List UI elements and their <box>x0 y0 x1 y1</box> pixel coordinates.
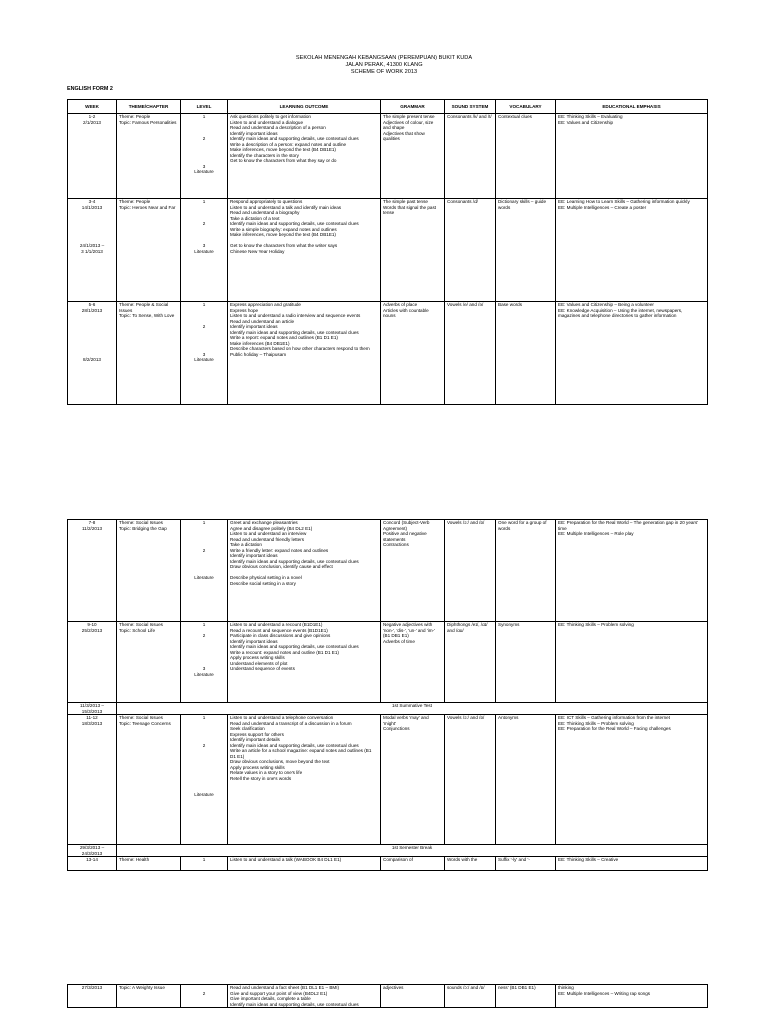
week-cell-line: 1-2 <box>88 114 96 119</box>
level-cell-line: 1 <box>202 302 206 307</box>
learning-outcome-cell-line: Get to know the characters from what the writer says <box>230 243 338 248</box>
week-cell-line: 3 1/1/2013 <box>81 248 103 254</box>
week-cell-line: 15/3/2013 <box>81 708 103 714</box>
vocabulary-cell-line: Base words <box>498 302 523 307</box>
level-cell-line: Literature <box>194 248 214 254</box>
table-row <box>68 114 708 199</box>
vocabulary-cell-line: Antonyms <box>498 715 519 720</box>
emphasis-cell-line: EE: Values and Citizenship <box>558 119 614 125</box>
theme-cell <box>117 114 181 199</box>
learning-outcome-cell-line: Retell the story in one's words <box>230 775 292 781</box>
emphasis-cell <box>556 199 708 302</box>
emphasis-cell-line: EE: Preparation for the Real World – The generation gap in 20 years' time <box>558 520 699 531</box>
learning-outcome-cell-line: Identify important details <box>230 737 280 742</box>
level-cell-line: Literature <box>194 671 214 677</box>
learning-outcome-cell <box>228 622 381 703</box>
col-learning-outcome: LEARNING OUTCOME <box>228 100 381 114</box>
vocabulary-cell-line: Dictionary skills – guide words <box>498 199 546 210</box>
learning-outcome-cell-line: Take a dictation <box>230 542 262 547</box>
learning-outcome-cell-line: Listen to and understand a dialogue <box>230 119 304 125</box>
table-row <box>68 520 708 622</box>
learning-outcome-cell-line: Write a recount: expand notes and outline (B1 D1 E1) <box>230 649 339 655</box>
learning-outcome-cell-line: Participate in class discussions and give opinions <box>230 633 331 638</box>
week-cell <box>68 302 117 405</box>
learning-outcome-cell-line: Read and understand friendly letters <box>230 536 305 542</box>
learning-outcome-cell-line: Identify important ideas <box>230 638 278 644</box>
theme-cell-line: Topic: Bridging the Gap <box>119 525 167 531</box>
week-cell: 27/3/2013 <box>68 985 117 1008</box>
learning-outcome-cell-line: Express hope <box>230 307 259 313</box>
table-header-row <box>68 100 708 114</box>
level-cell <box>181 715 228 845</box>
scheme-table-1 <box>67 99 708 405</box>
learning-outcome-cell-line: Describe characters based on how other characters respond to them <box>230 346 370 351</box>
emphasis-cell-line: EE: Values and Citizenship – Being a volunteer <box>558 302 654 307</box>
learning-outcome-cell-line: Listen to and understand a telephone conversation <box>230 715 334 720</box>
week-cell-line: 18/3/2013 <box>81 720 103 726</box>
learning-outcome-cell-line: Understand sequence of events <box>230 666 295 671</box>
level-cell <box>181 985 228 1008</box>
table-row <box>68 857 708 871</box>
level-cell-line: Literature <box>194 792 214 797</box>
emphasis-cell-line: EE: Thinking Skills – Problem solving <box>558 622 634 627</box>
sound-cell <box>445 622 496 703</box>
grammar-cell <box>381 199 445 302</box>
learning-outcome-cell-line: Give important details, complete a table <box>230 996 311 1001</box>
learning-outcome-cell-line: Seek clarification <box>230 726 265 731</box>
learning-outcome-cell-line: Write a friendly letter: expand notes and outlines <box>230 547 329 553</box>
learning-outcome-cell-line: Describe social setting in a story <box>230 580 296 586</box>
semester-break-row-label: 1st Semester Break <box>117 845 708 857</box>
learning-outcome-cell-line: Identify main ideas and supporting details, use contextual clues <box>230 742 359 748</box>
emphasis-cell-line: EE: ICT Skills – Gathering information from the internet <box>558 715 670 720</box>
theme-cell-line: Theme: People <box>119 114 151 119</box>
level-cell-line: Literature <box>194 575 214 580</box>
learning-outcome-cell-line: Write an article for a school magazine: expand notes and outlines (B1 D1 E1) <box>230 748 372 759</box>
sound-cell-line: sounds /ɔ:/ and /ɒ/ <box>447 985 485 990</box>
table-row <box>68 715 708 845</box>
grammar-cell <box>381 715 445 845</box>
learning-outcome-cell-line: Relate values in a story to one's life <box>230 770 303 775</box>
emphasis-cell-line: EE: Thinking Skills – Problem solving <box>558 720 634 726</box>
vocabulary-cell <box>496 715 556 845</box>
emphasis-cell: EE: Thinking Skills – Creative <box>556 857 708 871</box>
level-cell: 1 <box>181 857 228 871</box>
learning-outcome-cell-line: Read and understand a biography <box>230 210 300 215</box>
week-cell <box>68 715 117 845</box>
theme-cell: Topic: A Weighty Issue <box>117 985 181 1008</box>
grammar-cell-line: Adjectives of colour, size and shape <box>383 119 434 130</box>
learning-outcome-cell-line: Get to know the characters from what they say or do <box>230 158 337 163</box>
learning-outcome-cell-line: Read and understand a transcript of a discussion in a forum <box>230 720 352 726</box>
learning-outcome-cell-line: Read and understand an article <box>230 318 295 324</box>
theme-cell <box>117 715 181 845</box>
grammar-cell-line: Articles with countable nouns <box>383 307 429 318</box>
theme-cell-line: Theme: People & Social Issues <box>119 302 169 313</box>
learning-outcome-cell <box>228 199 381 302</box>
emphasis-cell <box>556 302 708 405</box>
theme-cell-line: Topic: To Sense, With Love <box>119 313 175 318</box>
level-cell-line: 2 <box>202 633 206 638</box>
emphasis-cell <box>556 622 708 703</box>
vocabulary-cell <box>496 302 556 405</box>
scheme-table-2 <box>67 519 708 871</box>
level-cell-line: 2 <box>202 742 206 748</box>
learning-outcome-cell-line: Take a dictation of a text <box>230 215 280 221</box>
school-name: SEKOLAH MENENGAH KEBANGSAAN (PEREMPUAN) BUKIT KUDA <box>295 55 473 61</box>
learning-outcome-cell-line: Express support for others <box>230 731 284 737</box>
vocabulary-cell-line: Contextual clues <box>498 114 532 119</box>
theme-cell-line: Theme: People <box>119 199 151 204</box>
learning-outcome-cell-line: Greet and exchange pleasantries <box>230 520 298 525</box>
grammar-cell-line: Modal verbs 'may' and 'might' <box>383 715 429 726</box>
grammar-cell <box>381 520 445 622</box>
theme-cell <box>117 302 181 405</box>
theme-cell-line: Topic: Teenage Concerns <box>119 720 171 726</box>
document-title: SCHEME OF WORK 2013 <box>350 69 418 75</box>
learning-outcome-cell-line: Respond appropriately to questions <box>230 199 303 204</box>
level-cell-line: 1 <box>202 114 206 119</box>
sound-cell <box>445 985 496 1008</box>
grammar-cell-line: Words that signal the past tense <box>383 204 437 215</box>
grammar-cell-line: adjectives <box>383 985 404 990</box>
col-vocabulary: VOCABULARY <box>496 100 556 114</box>
theme-cell-line: Theme: Social Issues <box>119 622 163 627</box>
learning-outcome-cell-line: Chinese New Year Holiday <box>230 248 285 254</box>
week-cell-line: 9-10 <box>87 622 97 627</box>
learning-outcome-cell-line: Identify main ideas and supporting details, use contextual clues <box>230 558 359 564</box>
learning-outcome-cell <box>228 985 381 1008</box>
theme-cell-line: Theme: Social Issues <box>119 715 163 720</box>
learning-outcome-cell-line: Make inferences, move beyond the text (B4 DB1E1) <box>230 147 336 152</box>
week-cell-line: 25/2/2013 <box>81 627 103 633</box>
grammar-cell-line: The simple past tense <box>383 199 428 204</box>
learning-outcome-cell-line: Give and support your point of view (B4DL2 E1) <box>230 990 328 996</box>
sound-cell: Words with the <box>445 857 496 871</box>
learning-outcome-cell-line: Make inferences (B4 DB1E1) <box>230 340 290 346</box>
level-cell-line: 2 <box>202 990 206 996</box>
emphasis-cell <box>556 985 708 1008</box>
learning-outcome-cell-line: Apply process writing skills <box>230 764 285 770</box>
emphasis-cell-line: EE: Learning How to Learn Skills – Gathering information quickly <box>558 199 690 204</box>
vocabulary-cell: Suffix '-ly' and '- <box>496 857 556 871</box>
level-cell-line: 1 <box>202 622 206 627</box>
grammar-cell <box>381 114 445 199</box>
learning-outcome-cell-line: Listen to and understand a radio interview and sequence events <box>230 313 361 318</box>
level-cell <box>181 199 228 302</box>
week-cell <box>68 199 117 302</box>
theme-cell-line: Topic: School Life <box>119 627 156 633</box>
learning-outcome-cell-line: Identify important ideas <box>230 130 278 136</box>
week-cell-line: 11-12 <box>86 715 98 720</box>
level-cell-line: 3 <box>202 351 206 357</box>
table-row <box>68 199 708 302</box>
sound-cell <box>445 114 496 199</box>
level-cell-line: 3 <box>202 243 206 248</box>
col-sound-system: SOUND SYSTEM <box>445 100 496 114</box>
grammar-cell <box>381 985 445 1008</box>
level-cell-line: 2 <box>202 221 206 226</box>
emphasis-cell-line: EE: Preparation for the Real World – Facing challenges <box>558 726 671 731</box>
sound-cell-line: Vowels /e/ and /ə/ <box>447 302 484 307</box>
sound-cell-line: Diphthongs /eɪ/, /ɑɪ/ and /ɑʊ/ <box>447 622 488 633</box>
theme-cell <box>117 199 181 302</box>
level-cell <box>181 622 228 703</box>
grammar-cell <box>381 622 445 703</box>
sound-cell <box>445 520 496 622</box>
level-cell <box>181 520 228 622</box>
learning-outcome-cell-line: Listen to and understand a recount (B1D1E1) <box>230 622 323 627</box>
week-cell-line: 11/3/2013 – <box>80 703 104 708</box>
sound-cell-line: Consonants /d/ <box>447 199 478 204</box>
learning-outcome-cell-line: Write a report: expand notes and outlines (B1 D1 E1) <box>230 335 338 340</box>
sound-cell <box>445 199 496 302</box>
theme-cell-line: Theme: Social Issues <box>119 520 163 525</box>
school-address: JALAN PERAK, 41300 KLANG <box>345 62 423 68</box>
week-cell <box>68 703 117 715</box>
week-cell-line: 2/1/2013 <box>83 119 101 125</box>
week-cell-line: 24/3/2013 <box>81 850 103 856</box>
col-grammar: GRAMMAR <box>381 100 445 114</box>
learning-outcome-cell-line: Draw obvious conclusion, identify cause and effect <box>230 564 333 569</box>
learning-outcome-cell-line: Identify important ideas <box>230 553 278 558</box>
emphasis-cell <box>556 520 708 622</box>
learning-outcome-cell-line: Read and understand a description of a person <box>230 125 326 130</box>
learning-outcome-cell-line: Listen to and understand an interview <box>230 531 307 536</box>
sound-cell <box>445 302 496 405</box>
week-cell <box>68 622 117 703</box>
level-cell-line: Literature <box>194 169 214 174</box>
grammar-cell-line: Negative adjectives with 'non-', 'dis-', 'un-' and 'im-' (B1 DB1 E1) <box>383 622 435 638</box>
col-level: LEVEL <box>181 100 228 114</box>
level-cell-line: 1 <box>202 715 206 720</box>
level-cell-line: 2 <box>202 136 206 141</box>
sound-cell-line: Vowels /ɔ:/ and /ɒ/ <box>447 715 485 720</box>
level-cell <box>181 114 228 199</box>
learning-outcome-cell <box>228 715 381 845</box>
learning-outcome-cell-line: Understand elements of plot <box>230 660 288 666</box>
week-cell-line: 14/1/2013 <box>81 204 103 210</box>
learning-outcome-cell-line: Express appreciation and gratitude <box>230 302 301 307</box>
emphasis-cell-line: EE: Multiple Intelligences – Role play <box>558 531 634 536</box>
level-cell-line: 2 <box>202 547 206 553</box>
week-cell-line: 5-6 <box>88 302 96 307</box>
learning-outcome-cell-line: Write a simple biography: expand notes and outlines <box>230 226 337 232</box>
theme-cell-line: Topic: Heroes Near and Far <box>119 204 176 210</box>
week-cell <box>68 845 117 857</box>
semester-break-row <box>68 845 708 857</box>
learning-outcome-cell <box>228 520 381 622</box>
week-cell-line: 7-8 <box>88 520 96 525</box>
learning-outcome-cell-line: Read a recount and sequence events (B1D1E1) <box>230 627 328 633</box>
learning-outcome-cell-line: Draw obvious conclusions, move beyond the text <box>230 759 330 764</box>
week-cell: 13-14 <box>68 857 117 871</box>
theme-cell <box>117 520 181 622</box>
theme-cell <box>117 622 181 703</box>
col-week: WEEK <box>68 100 117 114</box>
learning-outcome-cell-line: Apply process writing skills <box>230 655 285 660</box>
learning-outcome-cell-line: Listen to and understand a talk and identify main ideas <box>230 204 342 210</box>
vocabulary-cell-line: Synonyms <box>498 622 520 627</box>
sound-cell <box>445 715 496 845</box>
table-row <box>68 622 708 703</box>
week-cell-line: 28/1/2013 <box>81 307 103 313</box>
grammar-cell: Comparison of <box>381 857 445 871</box>
week-cell-line: 29/3/2013 – <box>79 845 105 850</box>
vocabulary-cell <box>496 622 556 703</box>
learning-outcome-cell-line: Identify main ideas and supporting details, use contextual clues <box>230 1001 359 1007</box>
level-cell-line: 3 <box>202 666 206 671</box>
level-cell <box>181 302 228 405</box>
col-educational-emphasis: EDUCATIONAL EMPHASIS <box>556 100 708 114</box>
week-cell-line: 3-4 <box>88 199 96 204</box>
grammar-cell-line: Adverbs of time <box>383 638 415 644</box>
grammar-cell-line: Conjunctions <box>383 726 410 731</box>
learning-outcome-cell-line: Identify important ideas <box>230 324 278 329</box>
week-cell <box>68 114 117 199</box>
grammar-cell-line: Adverbs of place <box>383 302 418 307</box>
week-cell-line: 24/1/2013 – <box>79 243 105 248</box>
theme-cell-line: Topic: Famous Personalities <box>119 119 177 125</box>
sound-cell-line: Consonants /k/ and /t/ <box>447 114 492 119</box>
scheme-table-3 <box>67 984 708 1008</box>
learning-outcome-cell-line: Read and understand a fact sheet (B1 DL1 E1 – BMI) <box>230 985 340 990</box>
level-cell-line: 1 <box>202 199 206 204</box>
learning-outcome-cell-line: Identify main ideas and supporting details, use contextual clues <box>230 329 359 335</box>
vocabulary-cell-line: ness' (B1 DB1 E1) <box>498 985 536 990</box>
vocabulary-cell <box>496 520 556 622</box>
sound-cell-line: Vowels /ɔ:/ and /ɒ/ <box>447 520 485 525</box>
emphasis-cell-line: EE: Multiple Intelligences – Create a poster <box>558 204 647 210</box>
vocabulary-cell <box>496 199 556 302</box>
week-cell-line: 8/2/2013 <box>83 357 101 362</box>
vocabulary-cell <box>496 985 556 1008</box>
level-cell-line: Literature <box>194 357 214 362</box>
level-cell-line: 1 <box>202 520 206 525</box>
learning-outcome-cell-line: Ask questions politely to get information <box>230 114 311 119</box>
grammar-cell-line: Positive and negative statements <box>383 531 427 542</box>
summative-test-row <box>68 703 708 715</box>
learning-outcome-cell: Listen to and understand a talk (WABOOK B4 DL1 E1) <box>228 857 381 871</box>
learning-outcome-cell-line: Public holiday – Thaipusam <box>230 351 287 357</box>
level-cell-line: 2 <box>202 324 206 329</box>
summative-test-row-label: 1st Summative Test <box>117 703 708 715</box>
week-cell-line: 11/2/2013 <box>81 525 103 531</box>
learning-outcome-cell-line: Identify the characters in the story <box>230 152 299 158</box>
table-row <box>68 985 708 1008</box>
grammar-cell <box>381 302 445 405</box>
learning-outcome-cell <box>228 114 381 199</box>
learning-outcome-cell-line: Identify main ideas and supporting details, use contextual clues <box>230 221 359 226</box>
learning-outcome-cell-line: Describe physical setting in a novel <box>230 575 302 580</box>
grammar-cell-line: Contractions <box>383 542 409 547</box>
week-cell <box>68 520 117 622</box>
emphasis-cell-line: EE: Knowledge Acquisition – Using the internet, newspapers, magazines and telephone directories to gather information <box>558 307 683 318</box>
col-theme: THEME/CHAPTER <box>117 100 181 114</box>
learning-outcome-cell-line: Make inferences, move beyond the text (B4 DB1E1) <box>230 232 336 237</box>
grammar-cell-line: Adjectives that show qualities <box>383 130 425 141</box>
vocabulary-cell <box>496 114 556 199</box>
emphasis-cell-line: EE: Thinking Skills – Evaluating <box>558 114 623 119</box>
grammar-cell-line: The simple present tense <box>383 114 435 119</box>
vocabulary-cell-line: One word for a group of words <box>498 520 547 531</box>
emphasis-cell <box>556 114 708 199</box>
emphasis-cell <box>556 715 708 845</box>
emphasis-cell-line: thinking <box>558 985 574 990</box>
theme-cell: Theme: Health <box>117 857 181 871</box>
learning-outcome-cell-line: Agree and disagree politely (B4 DL2 E1) <box>230 525 313 531</box>
emphasis-cell-line: EE: Multiple Intelligences – Writing rap songs <box>558 990 651 996</box>
form-label: ENGLISH FORM 2 <box>67 86 113 92</box>
learning-outcome-cell-line: Identify main ideas and supporting details, use contextual clues <box>230 136 359 141</box>
learning-outcome-cell-line: Identify main ideas and supporting details, use contextual clues <box>230 644 359 649</box>
learning-outcome-cell <box>228 302 381 405</box>
table-row <box>68 302 708 405</box>
level-cell-line: 3 <box>202 163 206 169</box>
grammar-cell-line: Concord (Subject-Verb Agreement) <box>383 520 430 531</box>
learning-outcome-cell-line: Write a description of a person: expand notes and outline <box>230 141 347 147</box>
